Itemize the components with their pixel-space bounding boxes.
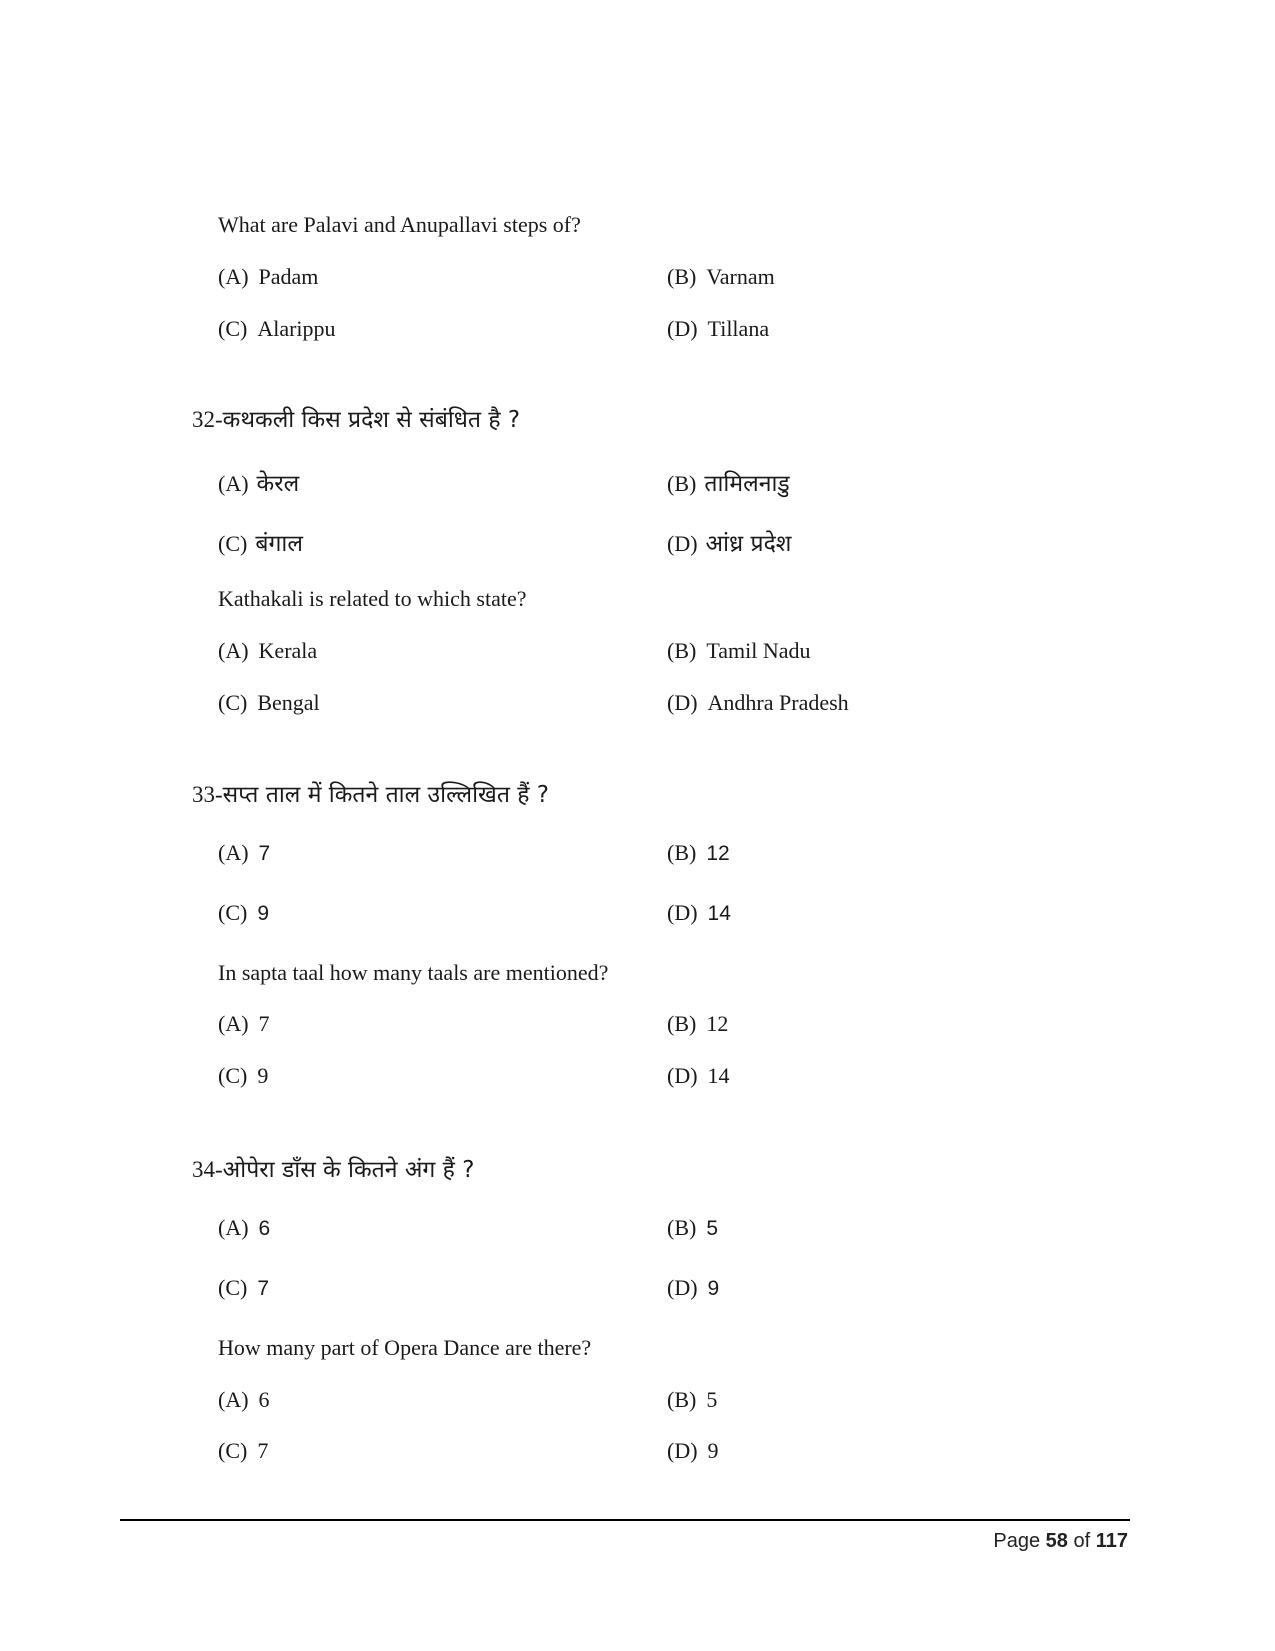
option-label: (A): [218, 471, 249, 496]
question-34-english: How many part of Opera Dance are there?: [218, 1335, 592, 1360]
q33-en-option-a: [218, 1011, 270, 1037]
option-label: (A): [218, 840, 249, 865]
q32-hi-option-b: [667, 466, 790, 498]
q34-en-option-b: [667, 1387, 717, 1413]
option-text: Alarippu: [257, 316, 336, 341]
option-label: (B): [667, 1011, 697, 1036]
option-label: (A): [218, 1387, 249, 1412]
option-label: (D): [667, 316, 698, 341]
option-text: 9: [707, 1438, 719, 1463]
option-text: 7: [257, 1438, 269, 1463]
question-32-english: Kathakali is related to which state?: [218, 586, 527, 611]
option-label: (C): [218, 316, 248, 341]
option-text: आंध्र प्रदेश: [705, 531, 792, 557]
option-text: Kerala: [258, 638, 318, 663]
option-label: (D): [667, 1063, 698, 1088]
question-33-english: In sapta taal how many taals are mentioned?: [218, 960, 609, 985]
q32-en-option-b: [667, 638, 810, 664]
option-label: (A): [218, 1011, 249, 1036]
option-label: (D): [667, 690, 698, 715]
q32-hi-option-a: [218, 466, 299, 498]
q32-hi-option-c: [218, 526, 303, 558]
option-text: 9: [257, 902, 270, 925]
question-33-hindi: [192, 777, 549, 809]
question-text-hindi: सप्त ताल में कितने ताल उल्लिखित हैं ?: [222, 782, 549, 808]
question-34-hindi: [192, 1152, 474, 1184]
option-label: (B): [667, 264, 697, 289]
q33-hi-option-a: [218, 840, 270, 866]
option-text: केरल: [256, 471, 300, 497]
option-label: (C): [218, 1438, 248, 1463]
option-label: (D): [667, 531, 698, 556]
option-label: (B): [667, 471, 697, 496]
q31-en-option-c: [218, 316, 336, 342]
option-label: (C): [218, 1063, 248, 1088]
q31-en-option-a: [218, 264, 318, 290]
page-number: [993, 1530, 1128, 1553]
q33-hi-option-c: [218, 900, 269, 926]
option-label: (B): [667, 840, 697, 865]
option-text: Padam: [258, 264, 319, 289]
option-text: 12: [706, 842, 730, 865]
option-text: Tamil Nadu: [706, 638, 811, 663]
page-of: of: [1073, 1530, 1091, 1552]
option-text: 5: [706, 1217, 719, 1240]
q31-en-option-b: [667, 264, 775, 290]
q34-hi-option-b: [667, 1215, 718, 1241]
option-label: (C): [218, 531, 248, 556]
option-text: तामिलनाडु: [704, 471, 790, 497]
option-text: Tillana: [707, 316, 770, 341]
question-31-english: What are Palavi and Anupallavi steps of?: [218, 212, 581, 237]
q34-hi-option-d: [667, 1275, 719, 1301]
option-text: 5: [706, 1387, 718, 1412]
q33-en-option-c: [218, 1063, 268, 1089]
option-label: (C): [218, 1275, 248, 1300]
q32-en-option-d: [667, 690, 849, 716]
option-text: 9: [257, 1063, 269, 1088]
option-label: (D): [667, 1275, 698, 1300]
q34-hi-option-a: [218, 1215, 270, 1241]
option-label: (D): [667, 900, 698, 925]
total-pages: 117: [1095, 1530, 1128, 1552]
q31-en-option-d: [667, 316, 769, 342]
option-label: (B): [667, 1215, 697, 1240]
option-label: (D): [667, 1438, 698, 1463]
option-label: (A): [218, 1215, 249, 1240]
option-text: 9: [707, 1277, 720, 1300]
footer-divider: [120, 1519, 1130, 1521]
option-text: Bengal: [257, 690, 320, 715]
current-page: 58: [1045, 1530, 1068, 1552]
question-32-hindi: [192, 402, 520, 434]
q32-en-option-c: [218, 690, 320, 716]
option-text: Andhra Pradesh: [707, 690, 849, 715]
question-number: 34-: [192, 1157, 223, 1182]
option-text: 7: [257, 1277, 270, 1300]
question-text-hindi: कथकली किस प्रदेश से संबंधित है ?: [222, 407, 521, 433]
q33-hi-option-d: [667, 900, 731, 926]
option-label: (A): [218, 638, 249, 663]
q32-en-option-a: [218, 638, 317, 664]
option-text: 7: [258, 842, 271, 865]
option-text: बंगाल: [255, 531, 303, 557]
q34-en-option-c: [218, 1438, 268, 1464]
option-label: (B): [667, 638, 697, 663]
question-number: 33-: [192, 782, 223, 807]
question-number: 32-: [192, 407, 223, 432]
q32-hi-option-d: [667, 526, 791, 558]
option-text: 6: [258, 1217, 271, 1240]
q34-hi-option-c: [218, 1275, 269, 1301]
q33-hi-option-b: [667, 840, 730, 866]
q33-en-option-b: [667, 1011, 728, 1037]
q34-en-option-a: [218, 1387, 270, 1413]
page-prefix: Page: [993, 1530, 1041, 1552]
option-label: (B): [667, 1387, 697, 1412]
option-text: 7: [258, 1011, 270, 1036]
option-label: (A): [218, 264, 249, 289]
option-text: 6: [258, 1387, 270, 1412]
option-text: Varnam: [706, 264, 775, 289]
option-label: (C): [218, 690, 248, 715]
option-label: (C): [218, 900, 248, 925]
q34-en-option-d: [667, 1438, 719, 1464]
question-text-hindi: ओपेरा डाँस के कितने अंग हैं ?: [222, 1157, 475, 1183]
option-text: 14: [707, 1063, 730, 1088]
option-text: 12: [706, 1011, 729, 1036]
option-text: 14: [707, 902, 731, 925]
q33-en-option-d: [667, 1063, 730, 1089]
